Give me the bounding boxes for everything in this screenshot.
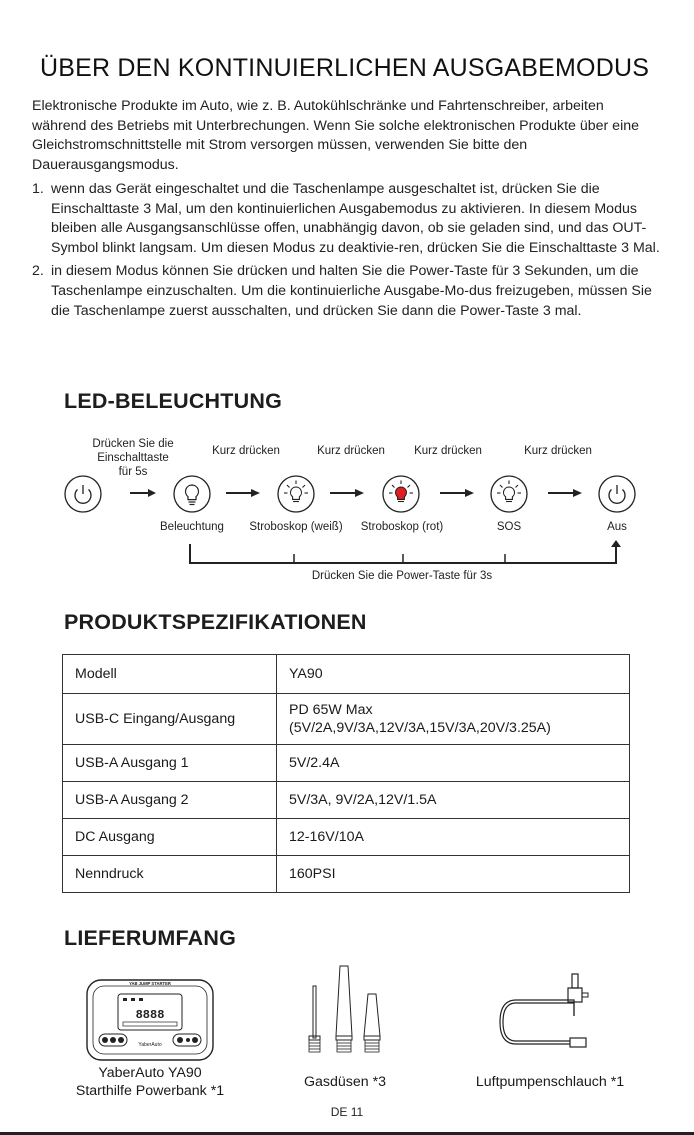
arrow-right-icon (226, 488, 260, 498)
page-title: ÜBER DEN KONTINUIERLICHEN AUSGABEMODUS (40, 54, 650, 82)
spec-key: USB-C Eingang/Ausgang (63, 694, 277, 745)
arrow-right-icon (548, 488, 582, 498)
spec-value-line: (5V/2A,9V/3A,12V/3A,15V/3A,20V/3.25A) (289, 720, 551, 736)
caption-line: Starthilfe Powerbank *1 (75, 1083, 225, 1099)
table-row (63, 782, 630, 819)
item-caption (450, 1073, 650, 1091)
led-diagram (0, 430, 694, 590)
table-row (63, 655, 630, 694)
arrow-right-icon (130, 488, 156, 498)
item-caption (290, 1073, 400, 1091)
table-row (63, 694, 630, 745)
spec-value (277, 694, 630, 745)
spec-table (62, 654, 630, 893)
press-label: Kurz drücken (212, 445, 280, 457)
step-text: in diesem Modus können Sie drücken und halten Sie die Power-Taste für 3 Sekunden, um die Taschenlampe einzuschalten. Um die kontinuierliche Ausgabe-Mo-dus freizugeben, müssen Sie die Taschenlampe zuerst ausschalten, und drücken Sie dann die Power-Taste 3 mal. (51, 263, 652, 319)
mode-label: Stroboskop (rot) (360, 521, 444, 533)
led-section-title: LED-BELEUCHTUNG (64, 389, 282, 413)
start-label (78, 437, 188, 479)
spec-value-line: YA90 (289, 666, 323, 682)
strobe-red-icon (381, 474, 421, 514)
start-label-line: Einschalttaste (97, 452, 169, 464)
page-number: DE 11 (330, 1105, 364, 1119)
powerbank-icon (85, 976, 215, 1062)
step-text: wenn das Gerät eingeschaltet und die Taschenlampe ausgeschaltet ist, drücken Sie die Einschalttaste 3 Mal, um den kontinuierlichen Ausgabemodus zu aktivieren. In diesem Modus bleiben alle Ausgangsanschlüsse offen, unabhängig davon, ob sie geladen sind, und das OUT-Symbol blinkt langsam. Um diesen Modus zu deaktivie-ren, drücken Sie die Einschalttaste 3 Mal. (51, 181, 660, 256)
spec-value (277, 655, 630, 694)
mode-label: Beleuchtung (160, 521, 224, 533)
press-label: Kurz drücken (317, 445, 385, 457)
strobe-white-icon (276, 474, 316, 514)
arrow-right-icon (440, 488, 474, 498)
device-display: 8888 (135, 1008, 165, 1022)
hold-connector (180, 540, 630, 570)
step-number: 2. (32, 263, 44, 280)
device-brand: YaberAuto (138, 1042, 162, 1048)
spec-key: USB-A Ausgang 1 (63, 745, 277, 782)
table-row (63, 745, 630, 782)
item-caption (60, 1064, 240, 1100)
spec-value-line: PD 65W Max (289, 702, 373, 718)
power-icon (63, 474, 103, 514)
intro-paragraph: Elektronische Produkte im Auto, wie z. B. Autokühlschränke und Fahrtenschreiber, arbeiten während des Betriebs mit Unterbrechungen. Wenn Sie solche elektronischen Produkte über eine Gleichstromschnittstelle mit Strom versorgen müssen, verwenden Sie bitte den Dauerausgangsmodus. (32, 98, 640, 173)
spec-section-title: PRODUKTSPEZIFIKATIONEN (64, 610, 367, 634)
spec-value (277, 782, 630, 819)
spec-value-line: 5V/2.4A (289, 755, 340, 771)
spec-value (277, 819, 630, 856)
start-label-line: für 5s (118, 466, 148, 478)
step-number: 1. (32, 181, 44, 197)
caption-line: YaberAuto YA90 (98, 1065, 202, 1081)
spec-key: Nenndruck (63, 856, 277, 893)
spec-value (277, 745, 630, 782)
sos-icon (489, 474, 529, 514)
scope-section-title: LIEFERUMFANG (64, 926, 237, 950)
start-label-line: Drücken Sie die (92, 438, 174, 450)
scope-items (0, 960, 694, 1100)
spec-key: Modell (63, 655, 277, 694)
step-item (32, 262, 662, 321)
spec-value-line: 12-16V/10A (289, 829, 364, 845)
press-label: Kurz drücken (414, 445, 482, 457)
step-item (32, 180, 662, 258)
mode-label: Aus (607, 521, 627, 533)
spec-key: DC Ausgang (63, 819, 277, 856)
mode-steps (32, 180, 662, 325)
caption-line: Luftpumpenschlauch *1 (475, 1074, 625, 1090)
hold-label: Drücken Sie die Power-Taste für 3s (311, 570, 493, 582)
bulb-icon (172, 474, 212, 514)
spec-value-line: 5V/3A, 9V/2A,12V/1.5A (289, 792, 437, 808)
caption-line: Gasdüsen *3 (303, 1074, 387, 1090)
mode-label: Stroboskop (weiß) (249, 521, 343, 533)
mode-label: SOS (496, 521, 522, 533)
power-off-icon (597, 474, 637, 514)
table-row (63, 819, 630, 856)
spec-key: USB-A Ausgang 2 (63, 782, 277, 819)
press-label: Kurz drücken (524, 445, 592, 457)
spec-value-line: 160PSI (289, 866, 336, 882)
device-label: YAB JUMP STARTER (129, 981, 171, 986)
spec-value (277, 856, 630, 893)
hose-icon (494, 970, 594, 1060)
table-row (63, 856, 630, 893)
arrow-right-icon (330, 488, 364, 498)
nozzles-icon (300, 964, 390, 1060)
